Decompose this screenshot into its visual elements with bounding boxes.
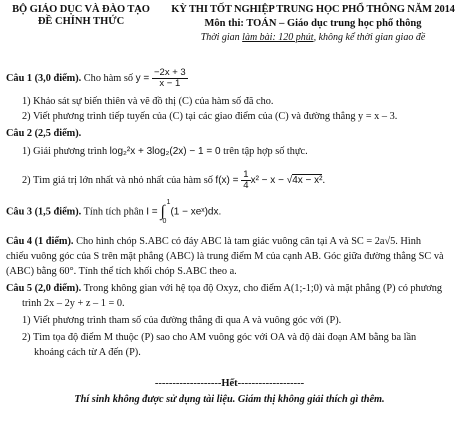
question-2-label: [6, 128, 455, 140]
q3-integrand: (1 − xeˣ)dx.: [170, 206, 222, 218]
question-3-text: Tính tích phân: [81, 206, 147, 218]
question-3: [6, 199, 455, 225]
q2-part1-math: log₂²x + 3log₂(2x) − 1 = 0: [109, 146, 221, 157]
q1-numerator: −2x + 3: [154, 67, 186, 78]
q5-part-2a: 2) Tìm tọa độ điểm M thuộc (P) sao cho AM vuông góc với OA và độ dài đoạn AM bằng ba lần: [22, 332, 417, 343]
time-prefix: Thời gian: [200, 32, 243, 43]
q3-upper-limit: 1: [166, 199, 171, 206]
header-left: [6, 4, 156, 27]
question-4-line-2: chiếu vuông góc của S trên mặt phẳng (ABC) là trung điểm M của cạnh AB. Góc giữa đường thẳng SC và: [6, 251, 444, 262]
q3-lower-limit: 0: [162, 218, 167, 225]
time-suffix: , không kể thời gian giao đề: [313, 32, 426, 43]
q3-lhs: I =: [146, 206, 161, 218]
time-underlined: làm bài: 120 phút: [242, 32, 314, 43]
official-label: ĐỀ CHÍNH THỨC: [37, 16, 125, 27]
question-5-line-1: [6, 283, 455, 295]
q5-line1-text: Trong không gian với hệ tọa độ Oxyz, cho điểm A(1;-1;0) và mặt phẳng (P) có phương: [81, 283, 443, 294]
q2-fraction: [241, 170, 250, 191]
exam-subject: Môn thi: TOÁN – Giáo dục trung học phổ thông: [204, 18, 422, 29]
q1-denominator: x − 1: [159, 78, 181, 89]
question-3-label: Câu 3 (1,5 điểm).: [6, 206, 82, 218]
q1-func-lhs: y =: [135, 72, 152, 84]
end-marker: -------------------Hết-------------------: [154, 378, 305, 389]
q2-part-1: [22, 146, 455, 158]
q2-label-text: Câu 2 (2,5 điểm).: [6, 128, 82, 139]
q2-part2-lhs: f(x) =: [215, 174, 242, 186]
q1-fraction: [152, 68, 188, 89]
q1-part-2: 2) Viết phương trình tiếp tuyến của (C) tại các giao điểm của (C) và đường thẳng y = x – 3.: [22, 111, 398, 122]
footer-note: Thí sinh không được sử dụng tài liệu. Giám thị không giải thích gì thêm.: [74, 394, 385, 405]
integral-sign: ∫ 1 0: [160, 199, 171, 225]
q5-part-1: 1) Viết phương trình tham số của đường thẳng đi qua A và vuông góc với (P).: [22, 315, 342, 326]
q4-line1-text: Cho hình chóp S.ABC có đáy ABC là tam giác vuông cân tại A và SC = 2a√5. Hình: [73, 236, 422, 247]
q2-part1-prefix: 1) Giải phương trình: [22, 146, 110, 157]
q2-part2-suffix: .: [322, 174, 326, 186]
q2-frac-num: 1: [243, 169, 249, 180]
sqrt-sign: √: [286, 174, 293, 186]
ministry-name: BỘ GIÁO DỤC VÀ ĐÀO TẠO: [12, 4, 150, 15]
q2-part2-prefix: 2) Tìm giá trị lớn nhất và nhỏ nhất của hàm số: [22, 174, 216, 186]
question-5-label: Câu 5 (2,0 điểm).: [6, 283, 82, 294]
q1-part-1: 1) Khảo sát sự biến thiên và vẽ đồ thị (C) của hàm số đã cho.: [22, 96, 274, 107]
question-1-label: Câu 1 (3,0 điểm).: [6, 72, 82, 84]
header-right: [168, 4, 458, 43]
q2-sqrt-radicand: 4x − x²: [292, 174, 323, 186]
question-5-line-2: trình 2x – 2y + z – 1 = 0.: [22, 298, 125, 309]
q2-part1-suffix: trên tập hợp số thực.: [220, 146, 308, 157]
question-1-text: Cho hàm số: [81, 72, 136, 84]
q2-part-2: [22, 170, 455, 191]
question-4-label: Câu 4 (1 điểm).: [6, 236, 74, 247]
question-4-line-1: [6, 236, 455, 248]
q2-part2-mid: x² − x −: [250, 174, 287, 186]
question-4-line-3: (ABC) bằng 60°. Tính thể tích khối chóp S.ABC theo a.: [6, 266, 237, 277]
question-1: [6, 68, 455, 89]
q2-frac-den: 4: [243, 180, 249, 191]
exam-time: [168, 32, 458, 43]
exam-title: KỲ THI TỐT NGHIỆP TRUNG HỌC PHỔ THÔNG NĂM 2014: [171, 4, 455, 15]
q5-part-2b: khoảng cách từ A đến (P).: [34, 347, 141, 358]
